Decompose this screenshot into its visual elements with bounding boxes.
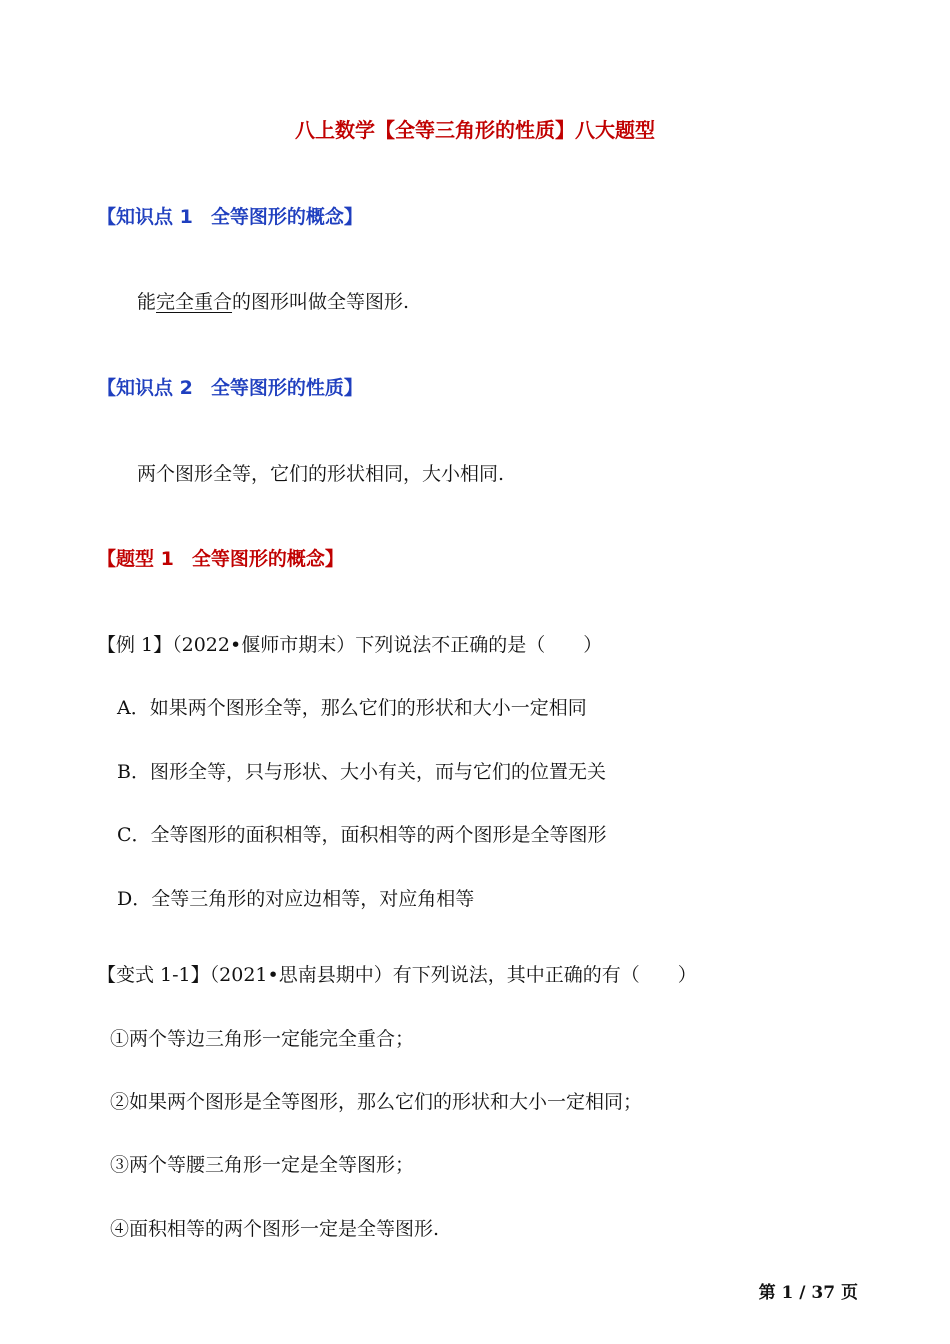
knowledge-point-2-name: 全等图形的性质】 — [210, 377, 363, 399]
question-type-1-label: 【题型 1 — [97, 548, 174, 570]
kp1-text-after: 的图形叫做全等图形. — [232, 291, 410, 313]
knowledge-point-1-name: 全等图形的概念】 — [210, 206, 363, 228]
knowledge-point-1-label: 【知识点 1 — [97, 206, 193, 228]
question-type-1-name: 全等图形的概念】 — [191, 548, 344, 570]
example-1-stem: 【例 1】（2022•偃师市期末）下列说法不正确的是（ ） — [97, 634, 603, 656]
page-number: 第 1 / 37 页 — [758, 1283, 858, 1303]
variant-1-1-item-2: ②如果两个图形是全等图形，那么它们的形状和大小一定相同； — [110, 1091, 643, 1113]
knowledge-point-2-text: 两个图形全等，它们的形状相同，大小相同. — [137, 463, 505, 485]
knowledge-point-1-heading — [97, 202, 363, 229]
example-1-option-c: C．全等图形的面积相等，面积相等的两个图形是全等图形 — [117, 824, 607, 846]
variant-1-1-item-1: ①两个等边三角形一定能完全重合； — [110, 1028, 415, 1050]
document-title: 八上数学【全等三角形的性质】八大题型 — [295, 118, 655, 142]
knowledge-point-1-text — [137, 287, 409, 314]
variant-1-1-stem: 【变式 1-1】（2021•思南县期中）有下列说法，其中正确的有（ ） — [97, 964, 697, 986]
example-1-option-d: D．全等三角形的对应边相等，对应角相等 — [117, 888, 475, 910]
kp1-text-before: 能 — [137, 291, 157, 313]
example-1-option-a: A．如果两个图形全等，那么它们的形状和大小一定相同 — [117, 697, 587, 719]
question-type-1-heading — [97, 544, 344, 571]
knowledge-point-2-label: 【知识点 2 — [97, 377, 193, 399]
kp1-text-underlined: 完全重合 — [156, 291, 233, 313]
knowledge-point-2-heading — [97, 373, 363, 400]
variant-1-1-item-3: ③两个等腰三角形一定是全等图形； — [110, 1154, 415, 1176]
example-1-option-b: B．图形全等，只与形状、大小有关，而与它们的位置无关 — [117, 761, 606, 783]
variant-1-1-item-4: ④面积相等的两个图形一定是全等图形. — [110, 1218, 440, 1240]
